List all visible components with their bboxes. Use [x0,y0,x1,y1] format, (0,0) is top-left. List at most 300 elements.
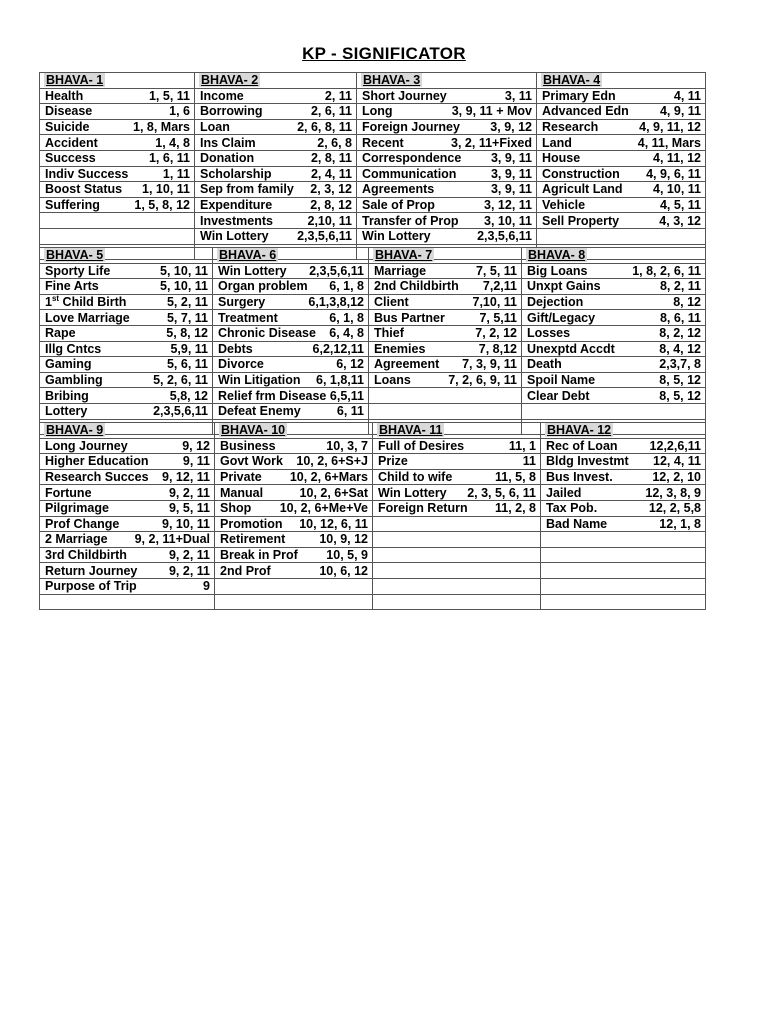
significator-cell [215,578,373,594]
significator-name: Private [220,470,262,485]
significator-houses: 3, 9, 11 [490,166,532,181]
significator-houses: 8, 12 [673,295,701,310]
table-row [40,263,706,279]
significator-houses: 2,3,5,6,11 [309,263,364,278]
significator-cell [195,88,357,104]
significator-name: Retirement [220,532,286,547]
bhava-header-label: BHAVA- 8 [528,248,586,263]
significator-cell [195,104,357,120]
significator-houses: 6, 4, 8 [329,326,364,341]
significator-name: Full of Desires [378,438,465,453]
significator-cell [373,532,541,548]
significator-cell [40,310,213,326]
significator-name: Agricult Land [542,182,623,197]
significator-cell [215,454,373,470]
significator-cell [215,594,373,610]
significator-cell [541,594,706,610]
significator-cell [373,438,541,454]
significator-houses: 4, 11, Mars [637,135,701,150]
significator-name: Scholarship [200,166,272,181]
significator-name: Bus Invest. [546,470,613,485]
table-row [40,578,706,594]
table-row [40,341,706,357]
significator-cell [40,547,215,563]
significator-name: Gift/Legacy [527,310,596,325]
significator-cell [369,403,522,419]
significator-houses: 4, 3, 12 [659,213,701,228]
significator-houses: 7, 2, 12 [475,326,517,341]
significator-name: Organ problem [218,279,308,294]
significator-cell [522,403,706,419]
significator-houses: 5,8, 12 [169,388,208,403]
significator-cell [373,594,541,610]
table-row [40,485,706,501]
significator-name: Health [45,88,84,103]
significator-name: Losses [527,326,571,341]
table-row [40,372,706,388]
significator-name: Donation [200,151,255,166]
table-row [40,119,706,135]
significator-houses: 2,3,5,6,11 [297,229,352,244]
significator-cell [40,294,213,310]
table-row [40,500,706,516]
significator-cell [40,532,215,548]
bhava-header [537,73,706,89]
significator-cell [215,438,373,454]
bhava-header-label: BHAVA- 11 [379,423,443,438]
significator-cell [541,485,706,501]
significator-cell [213,357,369,373]
significator-houses: 12, 1, 8 [659,516,701,531]
significator-name: Correspondence [362,151,462,166]
significator-cell [373,578,541,594]
significator-cell [40,372,213,388]
significator-houses: 4, 9, 11 [659,104,701,119]
significator-cell [537,135,706,151]
significator-houses: 3, 10, 11 [484,213,532,228]
significator-houses: 10, 3, 7 [326,438,368,453]
significator-name: Illg Cntcs [45,341,102,356]
table-row [40,563,706,579]
significator-houses: 11, 2, 8 [494,501,536,516]
significator-cell [357,197,537,213]
significator-cell [369,294,522,310]
significator-houses: 2, 8, 12 [310,198,352,213]
significator-name: Bus Partner [374,310,445,325]
significator-cell [40,135,195,151]
significator-name: Boost Status [45,182,123,197]
significator-houses: 9, 12, 11 [162,470,210,485]
bhava-header-label: BHAVA- 6 [219,248,277,263]
bhava-header [40,248,213,264]
significator-name: Suicide [45,120,90,135]
significator-name: Love Marriage [45,310,130,325]
significator-houses: 12, 3, 8, 9 [645,485,701,500]
significator-cell [40,578,215,594]
table-row [40,279,706,295]
significator-houses: 2, 3, 5, 6, 11 [467,485,536,500]
significator-houses: 9, 2, 11 [168,548,210,563]
significator-houses: 4, 9, 6, 11 [646,166,701,181]
significator-houses: 5,9, 11 [170,341,208,356]
significator-cell [40,485,215,501]
significator-name: Recent [362,135,404,150]
significator-cell [213,279,369,295]
significator-cell [373,500,541,516]
bhava-header [215,423,373,439]
significator-name: Research [542,120,599,135]
significator-cell [40,469,215,485]
significator-cell [40,325,213,341]
significator-name: Marriage [374,263,427,278]
significator-cell [369,310,522,326]
significator-houses: 2, 6, 8, 11 [297,120,352,135]
significator-name: Income [200,88,244,103]
significator-houses: 11 [522,454,536,469]
table-row [40,104,706,120]
significator-houses: 8, 5, 12 [659,388,701,403]
significator-cell [541,547,706,563]
significator-houses: 2, 6, 11 [310,104,352,119]
significator-houses: 6, 1, 8 [329,310,364,325]
significator-houses: 2, 8, 11 [310,151,352,166]
significator-cell [357,119,537,135]
significator-name: Tax Pob. [546,501,598,516]
significator-houses: 10, 6, 12 [319,563,368,578]
significator-houses: 1, 5, 8, 12 [134,198,190,213]
significator-houses: 9 [203,579,210,594]
significator-cell [213,372,369,388]
significator-cell [40,88,195,104]
significator-cell [357,88,537,104]
significator-name: Success [45,151,96,166]
significator-name: Transfer of Prop [362,213,459,228]
significator-houses: 1, 6, 11 [148,151,190,166]
significator-cell [357,135,537,151]
significator-name: Client [374,295,409,310]
significator-cell [215,485,373,501]
table-row [40,532,706,548]
significator-houses: 7, 3, 9, 11 [462,357,517,372]
significator-name: Gambling [45,373,103,388]
bhava-header [369,248,522,264]
significator-name: Rec of Loan [546,438,618,453]
table-row [40,516,706,532]
significator-cell [40,104,195,120]
significator-cell [369,372,522,388]
significator-cell [195,197,357,213]
significator-houses: 1, 11 [162,166,190,181]
significator-name: Long [362,104,393,119]
significator-cell [522,388,706,404]
header-row [40,248,706,264]
significator-cell [40,279,213,295]
significator-name: Dejection [527,295,584,310]
significator-houses: 12,2,6,11 [649,438,701,453]
bhava-header [357,73,537,89]
significator-houses: 1, 5, 11 [148,88,190,103]
significator-houses: 1, 10, 11 [142,182,190,197]
significator-cell [40,228,195,244]
significator-cell [537,104,706,120]
significator-houses: 9, 10, 11 [162,516,210,531]
significator-cell [195,228,357,244]
significator-houses: 5, 10, 11 [160,279,208,294]
significator-houses: 4, 10, 11 [653,182,701,197]
significator-houses: 5, 2, 6, 11 [153,373,208,388]
significator-cell [357,213,537,229]
significator-houses: 9, 5, 11 [168,501,210,516]
significator-cell [213,325,369,341]
significator-houses: 6,1,3,8,12 [308,295,364,310]
significator-houses: 10, 2, 6+S+J [296,454,368,469]
significator-name: Prize [378,454,408,469]
significator-name: Pilgrimage [45,501,109,516]
significator-name: Fortune [45,485,92,500]
significator-houses: 7,10, 11 [472,295,517,310]
significator-houses: 10, 12, 6, 11 [299,516,368,531]
significator-name: Govt Work [220,454,283,469]
significator-houses: 7, 8,12 [478,341,517,356]
significator-name: Sale of Prop [362,198,435,213]
significator-cell [213,294,369,310]
significator-name: Shop [220,501,252,516]
significator-name: Manual [220,485,264,500]
significator-name: Child to wife [378,470,453,485]
significator-cell [215,469,373,485]
significator-houses: 6,5,11 [329,388,364,403]
bhava-table-5-8 [39,247,706,438]
significator-name: Land [542,135,572,150]
table-row [40,182,706,198]
bhava-header-label: BHAVA- 7 [375,248,433,263]
table-row [40,213,706,229]
significator-houses: 9, 2, 11+Dual [134,532,210,547]
significator-cell [541,454,706,470]
significator-cell [357,228,537,244]
header-row [40,423,706,439]
significator-name: 2 Marriage [45,532,108,547]
significator-name: Win Lottery [362,229,431,244]
significator-name: Foreign Journey [362,120,460,135]
significator-houses: 2,3,5,6,11 [153,404,208,419]
significator-houses: 8, 5, 12 [659,373,701,388]
significator-cell [213,263,369,279]
table-row [40,438,706,454]
significator-cell [369,325,522,341]
significator-houses: 4, 9, 11, 12 [639,120,701,135]
significator-name: Unexptd Accdt [527,341,615,356]
significator-cell [195,182,357,198]
significator-name: Research Succes [45,470,149,485]
significator-name: Rape [45,326,76,341]
significator-name: Business [220,438,276,453]
bhava-table-1-4 [39,72,706,263]
significator-name: House [542,151,581,166]
significator-houses: 11, 1 [508,438,536,453]
significator-name: Higher Education [45,454,149,469]
significator-name: Vehicle [542,198,586,213]
significator-cell [213,403,369,419]
significator-cell [369,341,522,357]
table-row [40,150,706,166]
significator-name: Death [527,357,562,372]
significator-name: Win Lottery [378,485,447,500]
significator-name: Surgery [218,295,266,310]
significator-name: Thief [374,326,404,341]
significator-cell [373,469,541,485]
bhava-header-label: BHAVA- 1 [46,73,104,88]
bhava-header [541,423,706,439]
significator-name: Ins Claim [200,135,256,150]
significator-name: Communication [362,166,457,181]
significator-houses: 2, 3, 12 [310,182,352,197]
significator-houses: 12, 4, 11 [653,454,701,469]
significator-houses: 10, 2, 6+Mars [289,470,368,485]
significator-houses: 6, 1,8,11 [316,373,364,388]
significator-cell [40,197,195,213]
significator-cell [40,213,195,229]
significator-name: Lottery [45,404,88,419]
significator-cell [522,310,706,326]
bhava-header-label: BHAVA- 3 [363,73,421,88]
significator-name: Advanced Edn [542,104,629,119]
significator-name: Construction [542,166,620,181]
significator-cell [369,388,522,404]
significator-name: Defeat Enemy [218,404,301,419]
bhava-header-label: BHAVA- 5 [46,248,104,263]
table-row [40,547,706,563]
significator-houses: 1, 6 [169,104,190,119]
significator-cell [369,279,522,295]
significator-cell [40,150,195,166]
significator-cell [195,150,357,166]
table-row [40,469,706,485]
significator-houses: 12, 2, 5,8 [648,501,701,516]
significator-houses: 1, 4, 8 [155,135,190,150]
significator-name: Win Litigation [218,373,301,388]
bhava-header [522,248,706,264]
significator-houses: 9, 2, 11 [168,563,210,578]
bhava-header-label: BHAVA- 12 [547,423,612,438]
significator-houses: 10, 2, 6+Sat [299,485,368,500]
header-row [40,73,706,89]
significator-cell [537,213,706,229]
significator-houses: 4, 11 [673,88,701,103]
significator-name: Return Journey [45,563,138,578]
significator-houses: 4, 5, 11 [659,198,701,213]
table-row [40,357,706,373]
significator-cell [215,500,373,516]
significator-houses: 8, 4, 12 [659,341,701,356]
significator-cell [40,357,213,373]
significator-name: Gaming [45,357,92,372]
significator-name: Purpose of Trip [45,579,137,594]
significator-cell [373,516,541,532]
significator-houses: 3, 9, 11 [490,151,532,166]
significator-cell [522,294,706,310]
significator-name: Enemies [374,341,426,356]
significator-name: Investments [200,213,273,228]
significator-cell [373,547,541,563]
significator-cell [357,182,537,198]
significator-name: Spoil Name [527,373,596,388]
significator-name: Debts [218,341,253,356]
significator-houses: 10, 2, 6+Me+Ve [279,501,368,516]
significator-cell [40,594,215,610]
significator-name: Suffering [45,198,100,213]
significator-name: 2nd Prof [220,563,271,578]
significator-houses: 7, 2, 6, 9, 11 [448,373,517,388]
bhava-header-label: BHAVA- 2 [201,73,259,88]
significator-houses: 3, 11 [504,88,532,103]
bhava-header [40,73,195,89]
significator-name: Jailed [546,485,582,500]
significator-houses: 9, 11 [182,454,210,469]
significator-houses: 2, 11 [324,88,352,103]
significator-houses: 10, 5, 9 [326,548,368,563]
bhava-header-label: BHAVA- 9 [46,423,104,438]
significator-name: Loan [200,120,230,135]
significator-name: Unxpt Gains [527,279,601,294]
significator-cell [40,341,213,357]
significator-houses: 12, 2, 10 [652,470,701,485]
page-title: KP - SIGNIFICATOR [302,44,466,63]
table-row [40,454,706,470]
significator-cell [373,485,541,501]
significator-cell [541,563,706,579]
significator-houses: 3, 9, 12 [490,120,532,135]
significator-name: Clear Debt [527,388,590,403]
significator-houses: 10, 9, 12 [319,532,368,547]
significator-name: Short Journey [362,88,447,103]
significator-name: Fine Arts [45,279,99,294]
significator-cell [40,263,213,279]
significator-cell [537,197,706,213]
significator-houses: 3, 9, 11 + Mov [451,104,532,119]
significator-houses: 6, 11 [336,404,364,419]
significator-cell [369,263,522,279]
bhava-header-label: BHAVA- 10 [221,423,286,438]
significator-name: Bad Name [546,516,608,531]
table-row [40,325,706,341]
significator-name: Promotion [220,516,283,531]
significator-cell [373,454,541,470]
significator-cell [40,403,213,419]
significator-houses: 2,3,5,6,11 [477,229,532,244]
significator-cell [541,532,706,548]
significator-houses: 8, 2, 11 [659,279,701,294]
bhava-header [40,423,215,439]
significator-name: Accident [45,135,98,150]
significator-cell [522,325,706,341]
significator-cell [369,357,522,373]
table-row [40,310,706,326]
significator-name: Win Lottery [218,263,287,278]
significator-cell [522,357,706,373]
significator-cell [541,438,706,454]
significator-houses: 2,3,7, 8 [659,357,701,372]
significator-cell [40,516,215,532]
significator-cell [40,119,195,135]
table-row [40,388,706,404]
bhava-header-label: BHAVA- 4 [543,73,601,88]
significator-name: 3rd Childbirth [45,548,127,563]
significator-cell [357,166,537,182]
significator-name: Sep from family [200,182,294,197]
significator-name: 1st Child Birth [45,294,127,310]
significator-houses: 6, 12 [336,357,364,372]
